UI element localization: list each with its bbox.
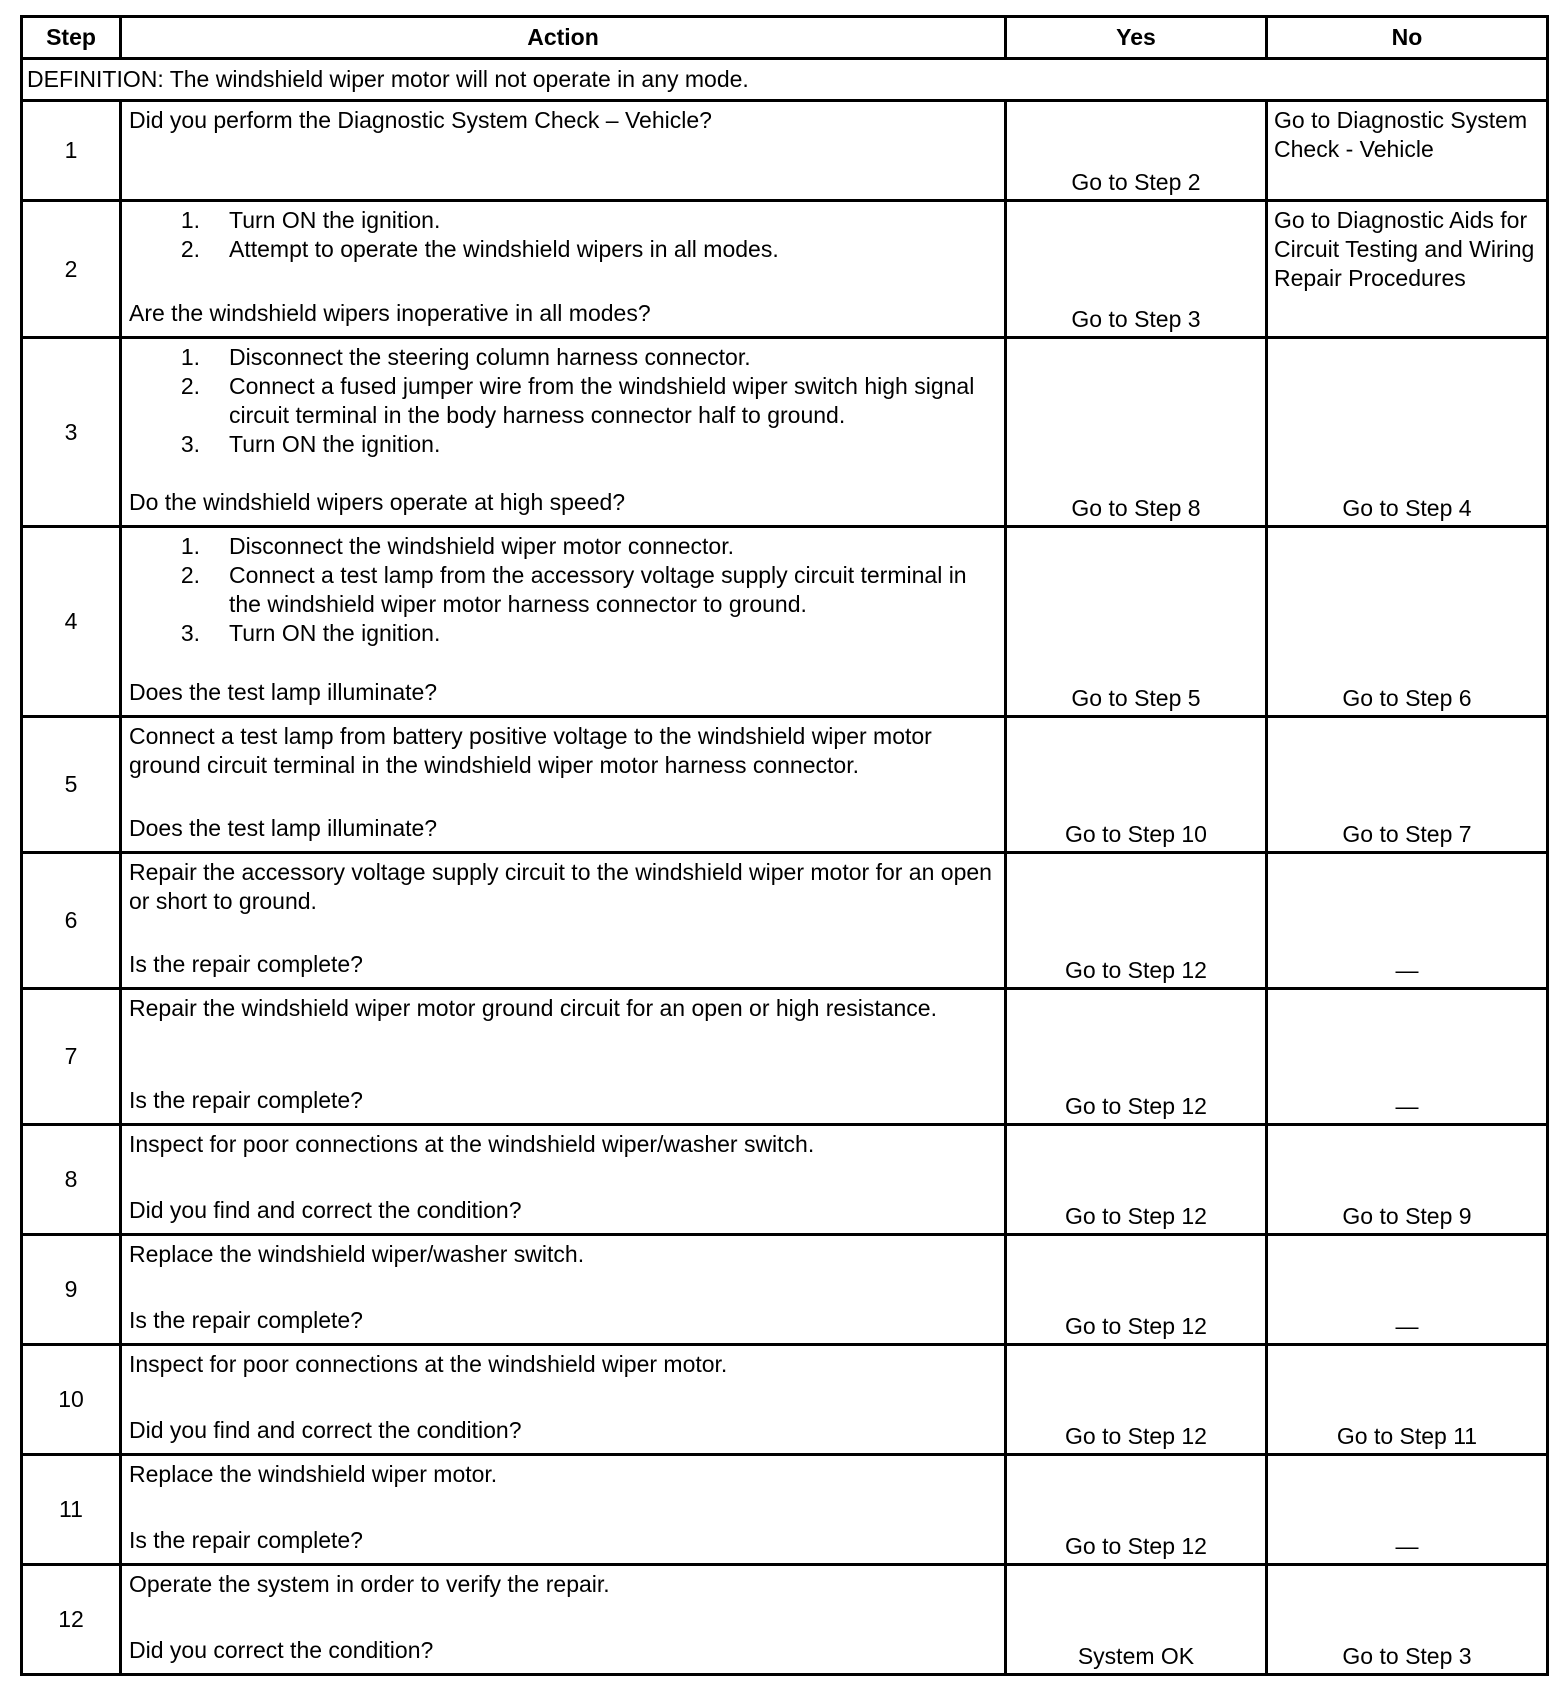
yes-result: System OK <box>1006 1565 1267 1675</box>
yes-result: Go to Step 12 <box>1006 1345 1267 1455</box>
action-content <box>129 994 998 1115</box>
yes-result: Go to Step 8 <box>1006 338 1267 527</box>
action-cell <box>121 338 1006 527</box>
list-item-text: Turn ON the ignition. <box>229 431 441 457</box>
step-number: 10 <box>22 1345 121 1455</box>
action-content <box>129 1460 998 1555</box>
action-content <box>129 1570 998 1665</box>
action-instructions <box>129 1350 998 1379</box>
diagnostic-table <box>20 15 1549 1676</box>
list-item <box>129 206 998 235</box>
yes-result: Go to Step 10 <box>1006 717 1267 853</box>
action-instructions <box>129 722 998 780</box>
list-item <box>129 235 998 264</box>
action-content <box>129 1350 998 1445</box>
list-item <box>129 619 998 648</box>
list-item <box>129 532 998 561</box>
action-cell <box>121 101 1006 201</box>
list-item-number: 2. <box>180 236 200 262</box>
action-intro: Operate the system in order to verify the repair. <box>129 1571 610 1597</box>
action-cell <box>121 1455 1006 1565</box>
yes-result: Go to Step 12 <box>1006 853 1267 989</box>
action-content <box>129 1130 998 1225</box>
action-cell <box>121 853 1006 989</box>
list-item-text: Turn ON the ignition. <box>229 207 441 233</box>
yes-result: Go to Step 12 <box>1006 1125 1267 1235</box>
action-question: Is the repair complete? <box>129 1307 363 1333</box>
step-number: 3 <box>22 338 121 527</box>
step-number: 12 <box>22 1565 121 1675</box>
action-instructions <box>129 1240 998 1269</box>
action-intro: Inspect for poor connections at the windshield wiper motor. <box>129 1351 728 1377</box>
definition-row <box>22 59 1548 101</box>
step-number: 11 <box>22 1455 121 1565</box>
table-row <box>22 717 1548 853</box>
step-number: 8 <box>22 1125 121 1235</box>
action-intro: Connect a test lamp from battery positive voltage to the windshield wiper motor ground circuit terminal in the windshield wiper motor harness connector. <box>129 723 932 778</box>
no-result: — <box>1267 989 1548 1125</box>
list-item <box>129 561 998 619</box>
table-row <box>22 1235 1548 1345</box>
table-row <box>22 1455 1548 1565</box>
list-item <box>129 372 998 430</box>
table-row <box>22 1125 1548 1235</box>
action-question: Is the repair complete? <box>129 1527 363 1553</box>
list-item-text: Disconnect the steering column harness connector. <box>229 344 751 370</box>
action-cell <box>121 717 1006 853</box>
list-item-text: Connect a test lamp from the accessory voltage supply circuit terminal in the windshield wiper motor harness connector to ground. <box>229 562 967 617</box>
no-result: Go to Diagnostic System Check - Vehicle <box>1267 101 1548 201</box>
action-question: Does the test lamp illuminate? <box>129 815 438 841</box>
action-instructions <box>129 858 998 916</box>
yes-result: Go to Step 5 <box>1006 527 1267 717</box>
action-cell <box>121 1235 1006 1345</box>
list-item-number: 3. <box>180 431 200 457</box>
list-item-number: 3. <box>180 620 200 646</box>
action-steps-list <box>129 206 998 264</box>
no-result: Go to Step 3 <box>1267 1565 1548 1675</box>
action-instructions <box>129 206 998 264</box>
table-row <box>22 853 1548 989</box>
list-item-number: 1. <box>180 344 200 370</box>
list-item-text: Disconnect the windshield wiper motor connector. <box>229 533 734 559</box>
action-instructions <box>129 106 998 135</box>
action-content <box>129 206 998 328</box>
list-item-text: Attempt to operate the windshield wipers in all modes. <box>229 236 779 262</box>
header-step: Step <box>22 17 121 59</box>
step-number: 2 <box>22 201 121 338</box>
header-yes: Yes <box>1006 17 1267 59</box>
action-intro: Did you perform the Diagnostic System Check – Vehicle? <box>129 107 712 133</box>
no-result: Go to Step 4 <box>1267 338 1548 527</box>
action-steps-list <box>129 343 998 459</box>
list-item-number: 1. <box>180 207 200 233</box>
table-row <box>22 338 1548 527</box>
list-item-text: Connect a fused jumper wire from the windshield wiper switch high signal circuit terminal in the body harness connector half to ground. <box>229 373 975 428</box>
action-question: Did you correct the condition? <box>129 1637 434 1663</box>
action-question: Does the test lamp illuminate? <box>129 679 438 705</box>
action-instructions <box>129 343 998 459</box>
action-intro: Replace the windshield wiper/washer switch. <box>129 1241 585 1267</box>
action-content <box>129 106 998 191</box>
header-row <box>22 17 1548 59</box>
action-cell <box>121 1125 1006 1235</box>
table-row <box>22 527 1548 717</box>
table-row <box>22 989 1548 1125</box>
action-cell <box>121 201 1006 338</box>
action-instructions <box>129 1570 998 1599</box>
no-result: — <box>1267 853 1548 989</box>
action-question: Did you find and correct the condition? <box>129 1417 522 1443</box>
action-question: Did you find and correct the condition? <box>129 1197 522 1223</box>
yes-result: Go to Step 3 <box>1006 201 1267 338</box>
table-row <box>22 1345 1548 1455</box>
no-result: Go to Diagnostic Aids for Circuit Testing and Wiring Repair Procedures <box>1267 201 1548 338</box>
step-number: 5 <box>22 717 121 853</box>
action-question: Is the repair complete? <box>129 951 363 977</box>
action-content <box>129 1240 998 1335</box>
yes-result: Go to Step 12 <box>1006 989 1267 1125</box>
action-cell <box>121 989 1006 1125</box>
no-result: Go to Step 9 <box>1267 1125 1548 1235</box>
action-instructions <box>129 994 998 1023</box>
action-question: Are the windshield wipers inoperative in all modes? <box>129 300 651 326</box>
no-result: — <box>1267 1455 1548 1565</box>
action-intro: Repair the windshield wiper motor ground circuit for an open or high resistance. <box>129 995 937 1021</box>
header-action: Action <box>121 17 1006 59</box>
action-intro: Repair the accessory voltage supply circuit to the windshield wiper motor for an open or short to ground. <box>129 859 992 914</box>
action-content <box>129 722 998 843</box>
no-result: — <box>1267 1235 1548 1345</box>
action-instructions <box>129 1130 998 1159</box>
action-instructions <box>129 1460 998 1489</box>
action-question: Is the repair complete? <box>129 1087 363 1113</box>
list-item-text: Turn ON the ignition. <box>229 620 441 646</box>
list-item-number: 2. <box>180 373 200 399</box>
step-number: 1 <box>22 101 121 201</box>
action-intro: Replace the windshield wiper motor. <box>129 1461 498 1487</box>
table-row <box>22 101 1548 201</box>
header-no: No <box>1267 17 1548 59</box>
action-content <box>129 532 998 707</box>
list-item <box>129 430 998 459</box>
action-content <box>129 343 998 517</box>
yes-result: Go to Step 2 <box>1006 101 1267 201</box>
list-item-number: 2. <box>180 562 200 588</box>
no-result: Go to Step 11 <box>1267 1345 1548 1455</box>
table-row <box>22 201 1548 338</box>
action-cell <box>121 1345 1006 1455</box>
step-number: 6 <box>22 853 121 989</box>
action-question: Do the windshield wipers operate at high speed? <box>129 489 626 515</box>
action-steps-list <box>129 532 998 648</box>
action-cell <box>121 527 1006 717</box>
list-item <box>129 343 998 372</box>
yes-result: Go to Step 12 <box>1006 1455 1267 1565</box>
list-item-number: 1. <box>180 533 200 559</box>
action-instructions <box>129 532 998 648</box>
yes-result: Go to Step 12 <box>1006 1235 1267 1345</box>
step-number: 4 <box>22 527 121 717</box>
table-row <box>22 1565 1548 1675</box>
no-result: Go to Step 6 <box>1267 527 1548 717</box>
definition-text: DEFINITION: The windshield wiper motor will not operate in any mode. <box>22 59 1548 101</box>
step-number: 7 <box>22 989 121 1125</box>
no-result: Go to Step 7 <box>1267 717 1548 853</box>
action-content <box>129 858 998 979</box>
action-cell <box>121 1565 1006 1675</box>
step-number: 9 <box>22 1235 121 1345</box>
action-intro: Inspect for poor connections at the windshield wiper/washer switch. <box>129 1131 815 1157</box>
